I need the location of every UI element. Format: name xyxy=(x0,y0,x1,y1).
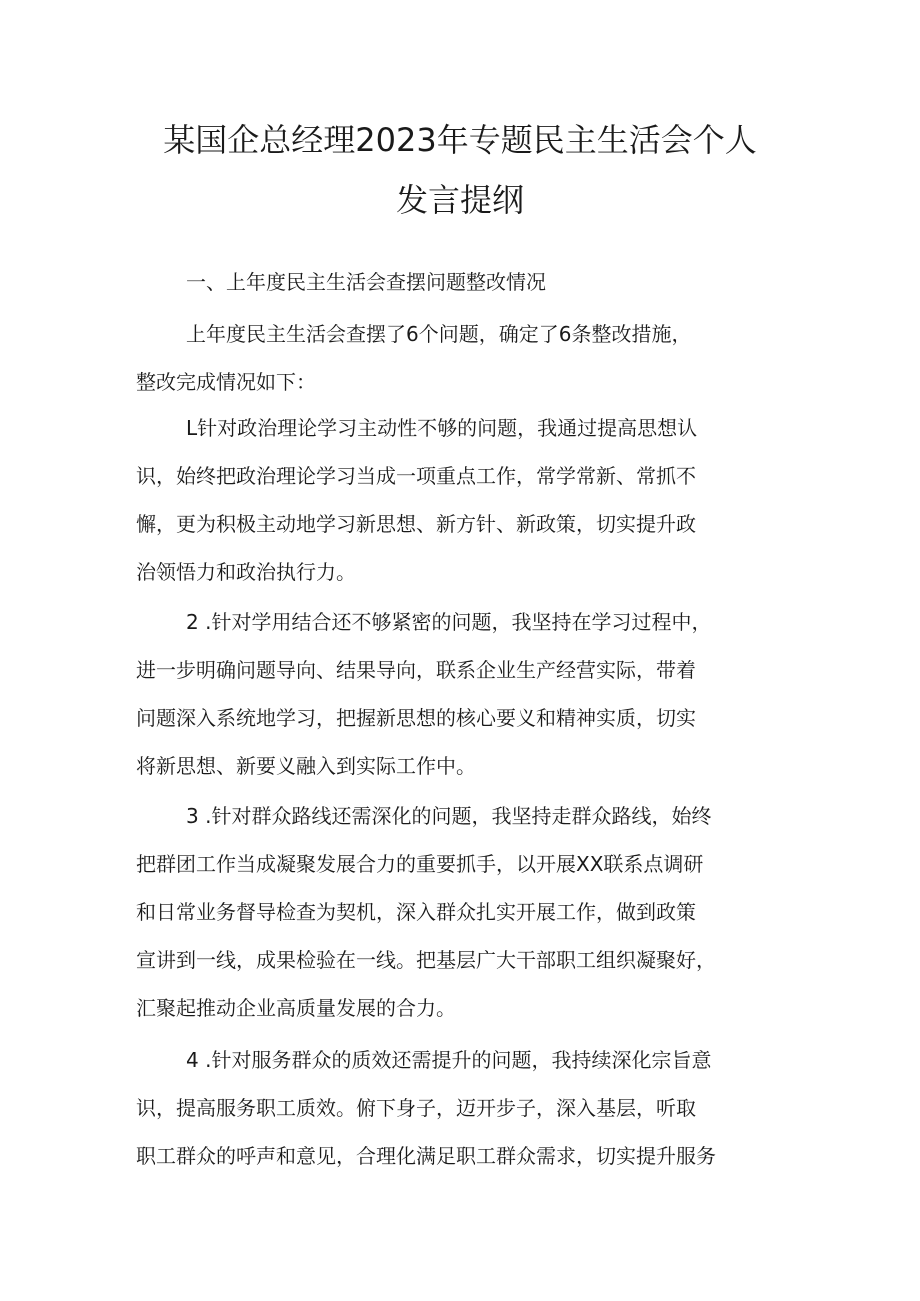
intro-line-2: 整改完成情况如下： xyxy=(136,370,316,394)
section-heading-text: 一、上年度民主生活会查摆问题整改情况 xyxy=(186,270,546,294)
item-4-line-2: 识，提高服务职工质效。俯下身子，迈开步子，深入基层，听取 xyxy=(136,1096,696,1120)
item-4-paragraph xyxy=(136,1036,796,1180)
item-2-line-1: 2 .针对学用结合还不够紧密的问题，我坚持在学习过程中， xyxy=(186,610,712,634)
item-4-line-1: 4 .针对服务群众的质效还需提升的问题，我持续深化宗旨意 xyxy=(186,1048,712,1072)
item-3-line-3: 和日常业务督导检查为契机，深入群众扎实开展工作，做到政策 xyxy=(136,900,696,924)
item-1-paragraph xyxy=(136,404,796,596)
item-4-line-3: 职工群众的呼声和意见，合理化满足职工群众需求，切实提升服务 xyxy=(136,1144,716,1168)
item-1-line-1: L针对政治理论学习主动性不够的问题，我通过提高思想认 xyxy=(186,416,698,440)
item-3-line-4: 宣讲到一线，成果检验在一线。把基层广大干部职工组织凝聚好， xyxy=(136,948,716,972)
item-1-line-3: 懈，更为积极主动地学习新思想、新方针、新政策，切实提升政 xyxy=(136,512,696,536)
item-3-line-5: 汇聚起推动企业高质量发展的合力。 xyxy=(136,996,456,1020)
section-heading xyxy=(136,258,796,306)
item-2-line-3: 问题深入系统地学习，把握新思想的核心要义和精神实质，切实 xyxy=(136,706,696,730)
document-title-line-2: 发言提纲 xyxy=(395,181,524,219)
item-1-line-4: 治领悟力和政治执行力。 xyxy=(136,560,356,584)
document-title-line-1: 某国企总经理2023年专题民主生活会个人 xyxy=(163,121,757,159)
item-2-line-2: 进一步明确问题导向、结果导向，联系企业生产经营实际，带着 xyxy=(136,658,696,682)
item-3-line-1: 3 .针对群众路线还需深化的问题，我坚持走群众路线，始终 xyxy=(186,804,712,828)
item-2-paragraph xyxy=(136,598,796,790)
intro-line-1: 上年度民主生活会查摆了6个问题，确定了6条整改措施， xyxy=(186,322,692,346)
intro-paragraph xyxy=(136,310,796,406)
item-3-line-2: 把群团工作当成凝聚发展合力的重要抓手，以开展XX联系点调研 xyxy=(136,852,704,876)
item-2-line-4: 将新思想、新要义融入到实际工作中。 xyxy=(136,754,476,778)
item-3-paragraph xyxy=(136,792,796,1032)
item-1-line-2: 识，始终把政治理论学习当成一项重点工作，常学常新、常抓不 xyxy=(136,464,696,488)
